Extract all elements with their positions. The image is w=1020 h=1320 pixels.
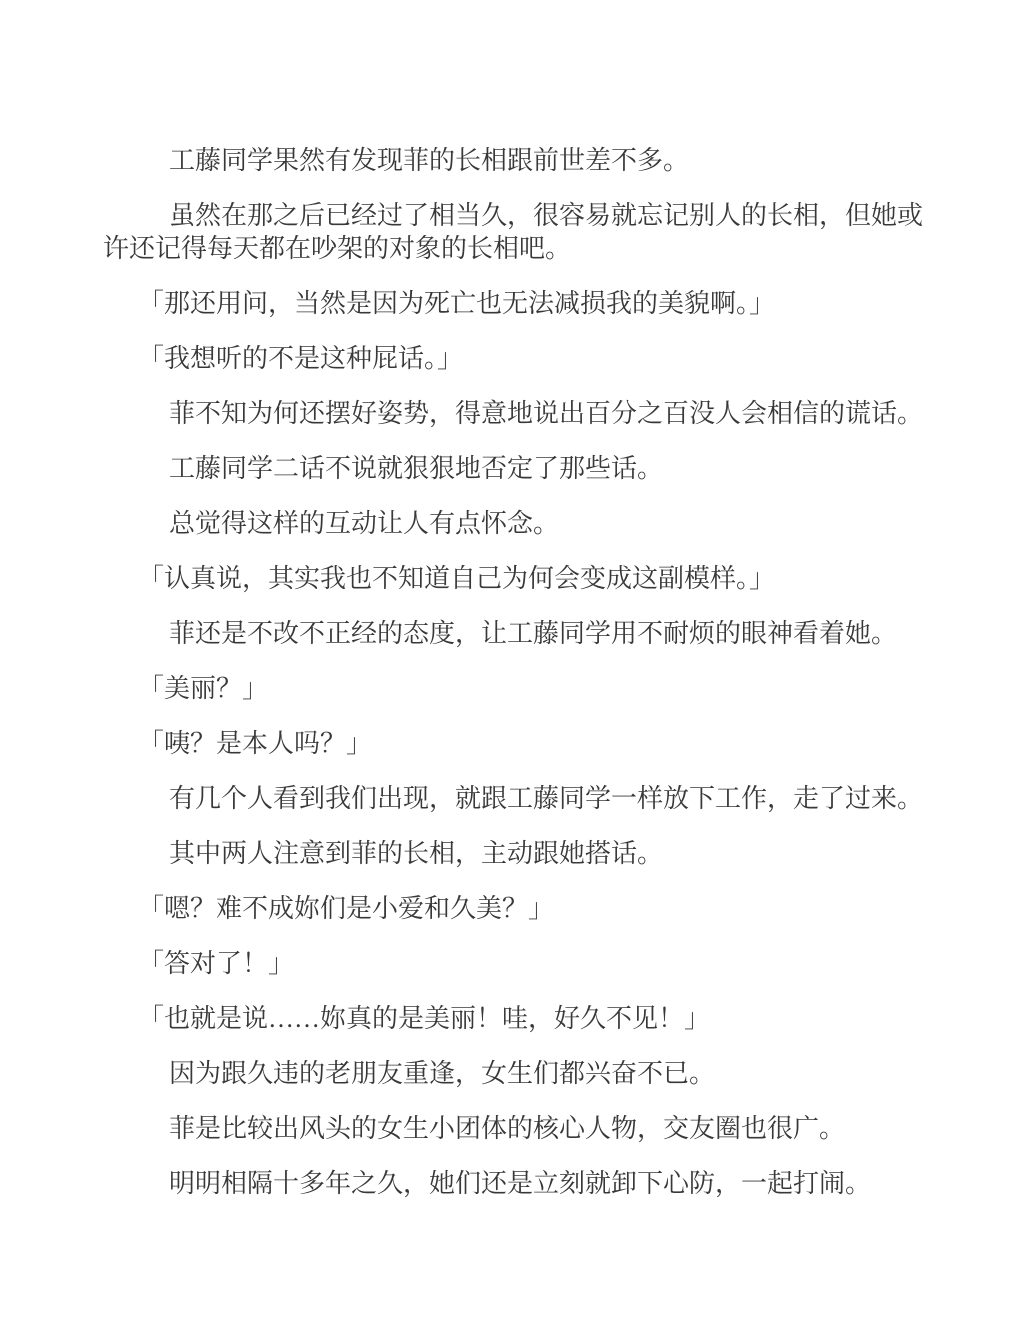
paragraph-06: 工藤同学二话不说就狠狠地否定了那些话。 [169, 454, 664, 483]
paragraph-07: 总觉得这样的互动让人有点怀念。 [169, 509, 560, 538]
paragraph-19: 明明相隔十多年之久，她们还是立刻就卸下心防，一起打闹。 [169, 1169, 872, 1198]
paragraph-04: 「我想听的不是这种屁话。」 [138, 344, 464, 373]
paragraph-10: 「美丽？」 [138, 674, 269, 703]
paragraph-15: 「答对了！」 [138, 949, 295, 978]
paragraph-11: 「咦？是本人吗？」 [138, 729, 373, 758]
paragraph-12: 有几个人看到我们出现，就跟工藤同学一样放下工作，走了过来。 [169, 784, 924, 813]
paragraph-09: 菲还是不改不正经的态度，让工藤同学用不耐烦的眼神看着她。 [169, 619, 898, 648]
paragraph-02: 虽然在那之后已经过了相当久，很容易就忘记别人的长相，但她或许还记得每天都在吵架的对象的长相吧。 [103, 201, 924, 263]
paragraph-08: 「认真说，其实我也不知道自己为何会变成这副模样。」 [138, 564, 776, 593]
paragraph-16: 「也就是说……妳真的是美丽！哇，好久不见！」 [138, 1004, 711, 1033]
paragraph-18: 菲是比较出风头的女生小团体的核心人物，交友圈也很广。 [169, 1114, 846, 1143]
paragraph-03: 「那还用问，当然是因为死亡也无法减损我的美貌啊。」 [138, 289, 776, 318]
paragraph-13: 其中两人注意到菲的长相，主动跟她搭话。 [169, 839, 664, 868]
paragraph-14: 「嗯？难不成妳们是小爱和久美？」 [138, 894, 555, 923]
paragraph-17: 因为跟久违的老朋友重逢，女生们都兴奋不已。 [169, 1059, 716, 1088]
paragraph-05: 菲不知为何还摆好姿势，得意地说出百分之百没人会相信的谎话。 [169, 399, 924, 428]
paragraph-01: 工藤同学果然有发现菲的长相跟前世差不多。 [169, 146, 690, 175]
